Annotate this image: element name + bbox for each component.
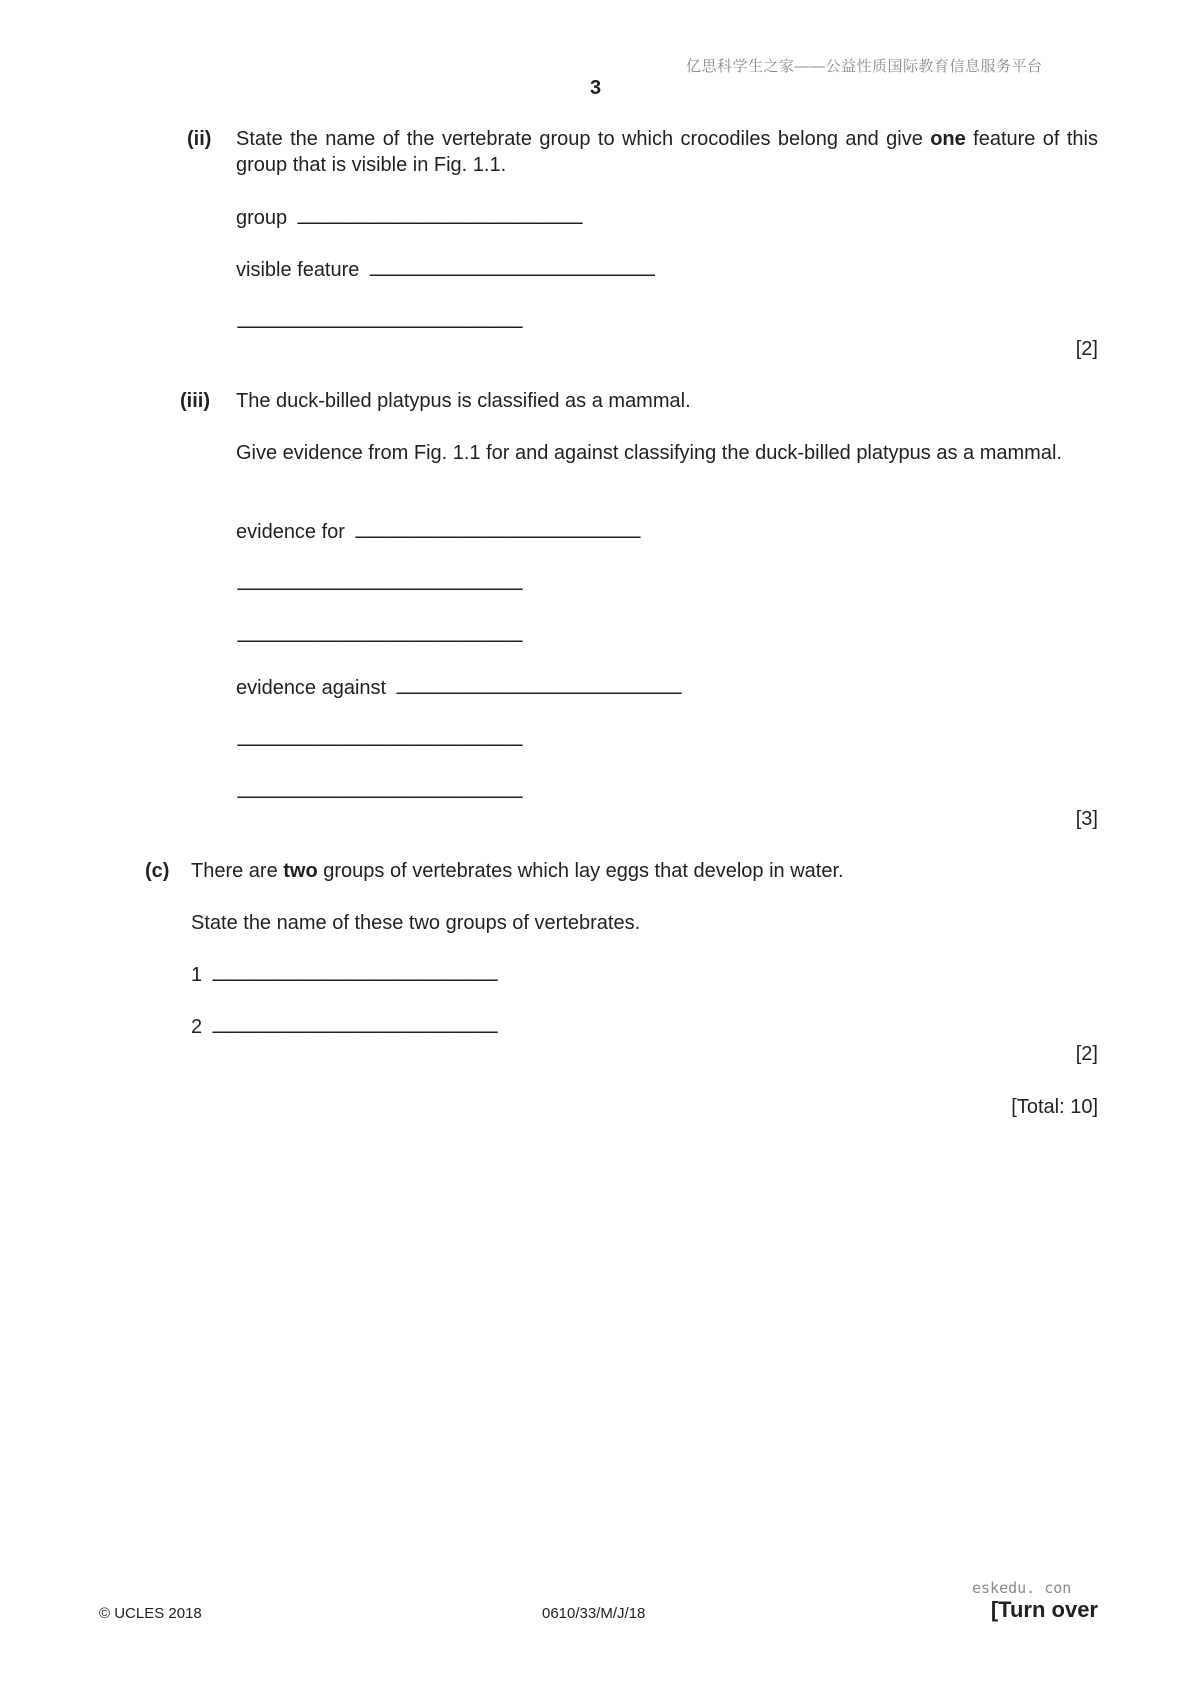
marks-iii: [3] xyxy=(1075,808,1098,830)
marks-ii: [2] xyxy=(1075,338,1098,360)
line-1-label: 1 xyxy=(191,964,203,986)
paper-code: 0610/33/M/J/18 xyxy=(542,1605,646,1622)
question-c-text xyxy=(191,858,844,884)
answer-line-visible-feature-continued[interactable] xyxy=(236,309,1098,336)
answer-line-1[interactable] xyxy=(191,962,1098,989)
dotted-line xyxy=(368,257,1098,284)
copyright: © UCLES 2018 xyxy=(99,1605,202,1622)
question-c-text-part1: There are xyxy=(191,860,284,882)
header-watermark: 亿思科学生之家——公益性质国际教育信息服务平台 xyxy=(686,58,1043,75)
marks-c: [2] xyxy=(1075,1043,1098,1065)
evidence-against-label: evidence against xyxy=(236,677,387,699)
question-ii-text-part2: feature of this group that is visible in Fig. 1.1. xyxy=(236,128,1098,176)
question-c-text-part2: groups of vertebrates which lay eggs that develop in water. xyxy=(317,860,844,882)
question-iii-label: (iii) xyxy=(180,390,210,412)
dotted-line xyxy=(236,309,1098,336)
question-c-label: (c) xyxy=(145,860,170,882)
question-ii-text-part1: State the name of the vertebrate group to which crocodiles belong and give xyxy=(236,128,931,150)
answer-line-group[interactable] xyxy=(236,205,1098,232)
question-c-instruction: State the name of these two groups of vertebrates. xyxy=(191,912,641,934)
dotted-line xyxy=(211,1014,1098,1041)
dotted-line xyxy=(236,623,1098,650)
turn-over: [Turn over xyxy=(990,1597,1098,1622)
question-iii-instruction: Give evidence from Fig. 1.1 for and against classifying the duck-billed platypus as a mammal. xyxy=(236,442,1062,464)
answer-line-visible-feature[interactable] xyxy=(236,257,1098,284)
answer-line-evidence-against-2[interactable] xyxy=(236,727,1098,754)
question-ii-label: (ii) xyxy=(187,128,212,150)
page-number: 3 xyxy=(589,77,602,99)
line-2-label: 2 xyxy=(191,1016,203,1038)
answer-line-evidence-against[interactable] xyxy=(236,675,1098,702)
dotted-line xyxy=(354,519,1098,546)
dotted-line xyxy=(236,779,1098,806)
total-marks: [Total: 10] xyxy=(1011,1096,1098,1118)
evidence-for-label: evidence for xyxy=(236,521,345,543)
dotted-line xyxy=(296,205,1098,232)
dotted-line xyxy=(395,675,1098,702)
answer-line-evidence-for-3[interactable] xyxy=(236,623,1098,650)
answer-line-evidence-against-3[interactable] xyxy=(236,779,1098,806)
question-iii-statement: The duck-billed platypus is classified as a mammal. xyxy=(236,390,691,412)
answer-line-evidence-for-2[interactable] xyxy=(236,571,1098,598)
dotted-line xyxy=(236,727,1098,754)
visible-feature-label: visible feature xyxy=(236,259,360,281)
footer-watermark: eskedu. con xyxy=(972,1579,1072,1597)
answer-line-evidence-for[interactable] xyxy=(236,519,1098,546)
dotted-line xyxy=(236,571,1098,598)
dotted-line xyxy=(211,962,1098,989)
question-ii-emphasis: one xyxy=(930,128,966,150)
group-label: group xyxy=(236,207,288,229)
question-c-emphasis: two xyxy=(283,860,318,882)
question-ii-text xyxy=(236,126,1098,178)
answer-line-2[interactable] xyxy=(191,1014,1098,1041)
